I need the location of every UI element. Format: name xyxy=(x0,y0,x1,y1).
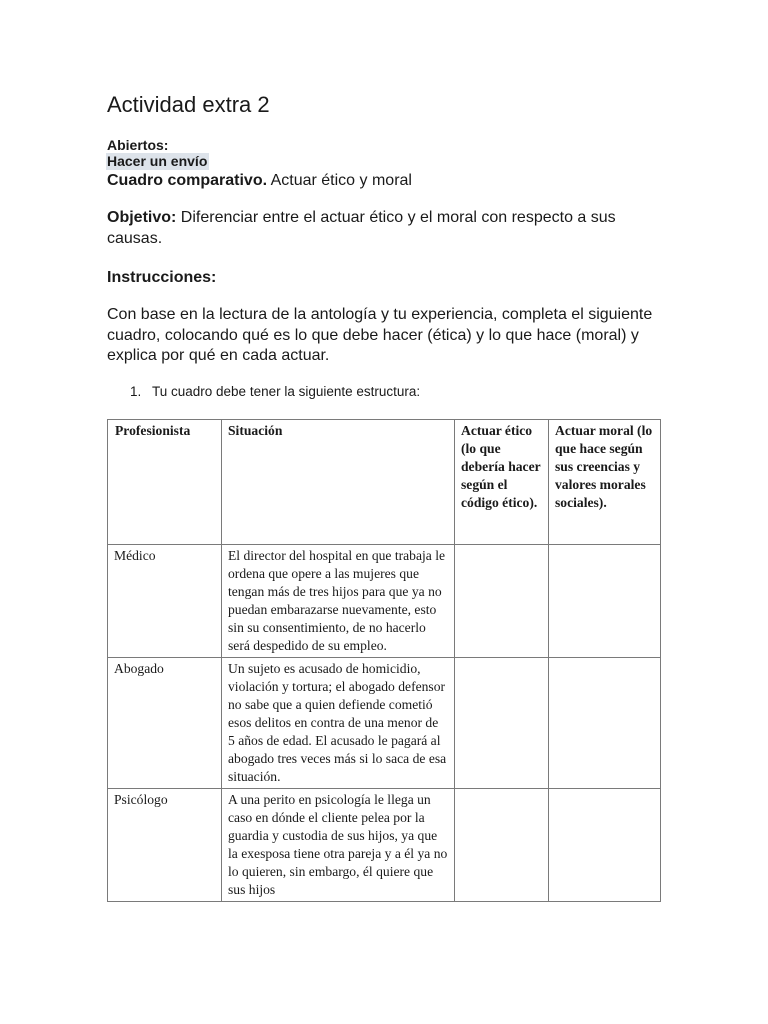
list-number: 1. xyxy=(130,384,142,399)
header-actuar-moral: Actuar moral (lo que hace según sus creencias y valores morales sociales). xyxy=(549,420,661,545)
row-actuar-etico-cell[interactable] xyxy=(455,658,549,789)
objetivo-text: Diferenciar entre el actuar ético y el moral con respecto a sus causas. xyxy=(107,209,616,247)
row-actuar-etico-cell[interactable] xyxy=(455,789,549,902)
row-actuar-etico-cell[interactable] xyxy=(455,545,549,658)
abiertos-label: Abiertos: xyxy=(107,137,169,153)
row-profesionista: Abogado xyxy=(108,658,222,789)
submission-link[interactable]: Hacer un envío xyxy=(107,153,208,169)
row-situacion: Un sujeto es acusado de homicidio, violación y tortura; el abogado defensor no sabe que a quien defiende cometió esos delitos en contra de una menor de 5 años de edad. El acusado le pagará al abogado tres veces más si lo saca de esa situación. xyxy=(222,658,455,789)
header-actuar-etico: Actuar ético (lo que debería hacer según el código ético). xyxy=(455,420,549,545)
table-row xyxy=(108,789,661,902)
row-situacion: El director del hospital en que trabaja le ordena que opere a las mujeres que tengan más de tres hijos para que ya no puedan embarazarse nuevamente, esto sin su consentimiento, de no hacerlo será despedido de su empleo. xyxy=(222,545,455,658)
instrucciones-heading: Instrucciones: xyxy=(107,269,217,286)
row-profesionista: Médico xyxy=(108,545,222,658)
page-title: Actividad extra 2 xyxy=(107,92,270,117)
header-situacion: Situación xyxy=(222,420,455,545)
list-item xyxy=(130,384,420,400)
cuadro-text: Actuar ético y moral xyxy=(267,172,412,189)
list-text: Tu cuadro debe tener la siguiente estructura: xyxy=(152,384,421,399)
header-profesionista: Profesionista xyxy=(108,420,222,545)
row-situacion: A una perito en psicología le llega un caso en dónde el cliente pelea por la guardia y custodia de sus hijos, ya que la exesposa tiene otra pareja y a él ya no lo quieren, sin embargo, él quiere que sus hijos xyxy=(222,789,455,902)
cuadro-label: Cuadro comparativo. xyxy=(107,172,268,189)
objetivo-paragraph xyxy=(107,208,667,249)
cuadro-comparativo-line xyxy=(107,171,667,192)
comparison-table xyxy=(107,419,661,902)
table-row xyxy=(108,658,661,789)
row-actuar-moral-cell[interactable] xyxy=(549,545,661,658)
row-actuar-moral-cell[interactable] xyxy=(549,789,661,902)
instrucciones-text: Con base en la lectura de la antología y tu experiencia, completa el siguiente cuadro, colocando qué es lo que debe hacer (ética) y lo que hace (moral) y explica por qué en cada actuar. xyxy=(107,306,653,364)
table-row xyxy=(108,545,661,658)
row-profesionista: Psicólogo xyxy=(108,789,222,902)
table-header-row xyxy=(108,420,661,545)
objetivo-label: Objetivo: xyxy=(107,209,177,226)
row-actuar-moral-cell[interactable] xyxy=(549,658,661,789)
